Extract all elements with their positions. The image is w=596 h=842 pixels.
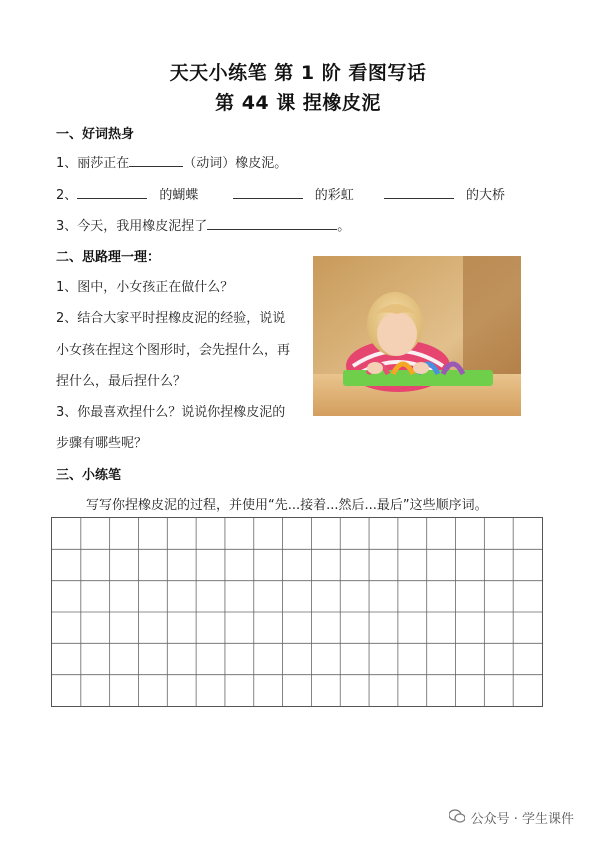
section2-line: 捏什么，最后捏什么？	[56, 374, 187, 389]
q2-blank-a[interactable]	[77, 186, 147, 199]
worksheet-title: 天天小练笔 第 1 阶 看图写话	[169, 62, 427, 84]
q3-blank[interactable]	[207, 217, 337, 230]
q2-word-a: 的蝴蝶	[159, 188, 199, 203]
writing-instruction: 写写你捏橡皮泥的过程，并使用“先...接着...然后...最后”这些顺序词。	[86, 498, 488, 513]
section3-heading: 三、小练笔	[56, 468, 122, 483]
footer-watermark	[449, 808, 574, 827]
section2-line: 2、结合大家平时捏橡皮泥的经验，说说	[56, 311, 286, 326]
wechat-icon	[449, 809, 465, 827]
q3-prefix: 3、今天，我用橡皮泥捏了	[56, 219, 208, 234]
q1-suffix: （动词）橡皮泥。	[183, 156, 288, 171]
footer-text: 公众号 · 学生课件	[470, 812, 574, 827]
section2-heading: 二、思路理一理：	[56, 250, 161, 265]
section2-line: 3、你最喜欢捏什么？说说你捏橡皮泥的	[56, 405, 286, 420]
girl-playing-clay-photo	[313, 256, 521, 416]
section2-line: 1、图中，小女孩正在做什么？	[56, 280, 234, 295]
question-2	[56, 184, 505, 203]
q1-prefix: 1、丽莎正在	[56, 156, 130, 171]
question-3	[56, 215, 350, 234]
q2-blank-c[interactable]	[384, 186, 454, 199]
q2-prefix: 2、	[56, 188, 78, 203]
section2-line: 步骤有哪些呢？	[56, 436, 148, 451]
question-1	[56, 152, 287, 171]
q2-blank-b[interactable]	[233, 186, 303, 199]
section2-line: 小女孩在捏这个图形时，会先捏什么，再	[56, 343, 291, 358]
writing-grid[interactable]	[51, 517, 543, 707]
q2-word-b: 的彩虹	[314, 188, 354, 203]
section1-heading: 一、好词热身	[56, 127, 135, 142]
lesson-title: 第 44 课 捏橡皮泥	[215, 92, 381, 114]
writing-grid-lines	[52, 518, 542, 706]
q3-suffix: 。	[337, 219, 351, 234]
q1-blank[interactable]	[129, 154, 183, 167]
q2-word-c: 的大桥	[466, 188, 506, 203]
